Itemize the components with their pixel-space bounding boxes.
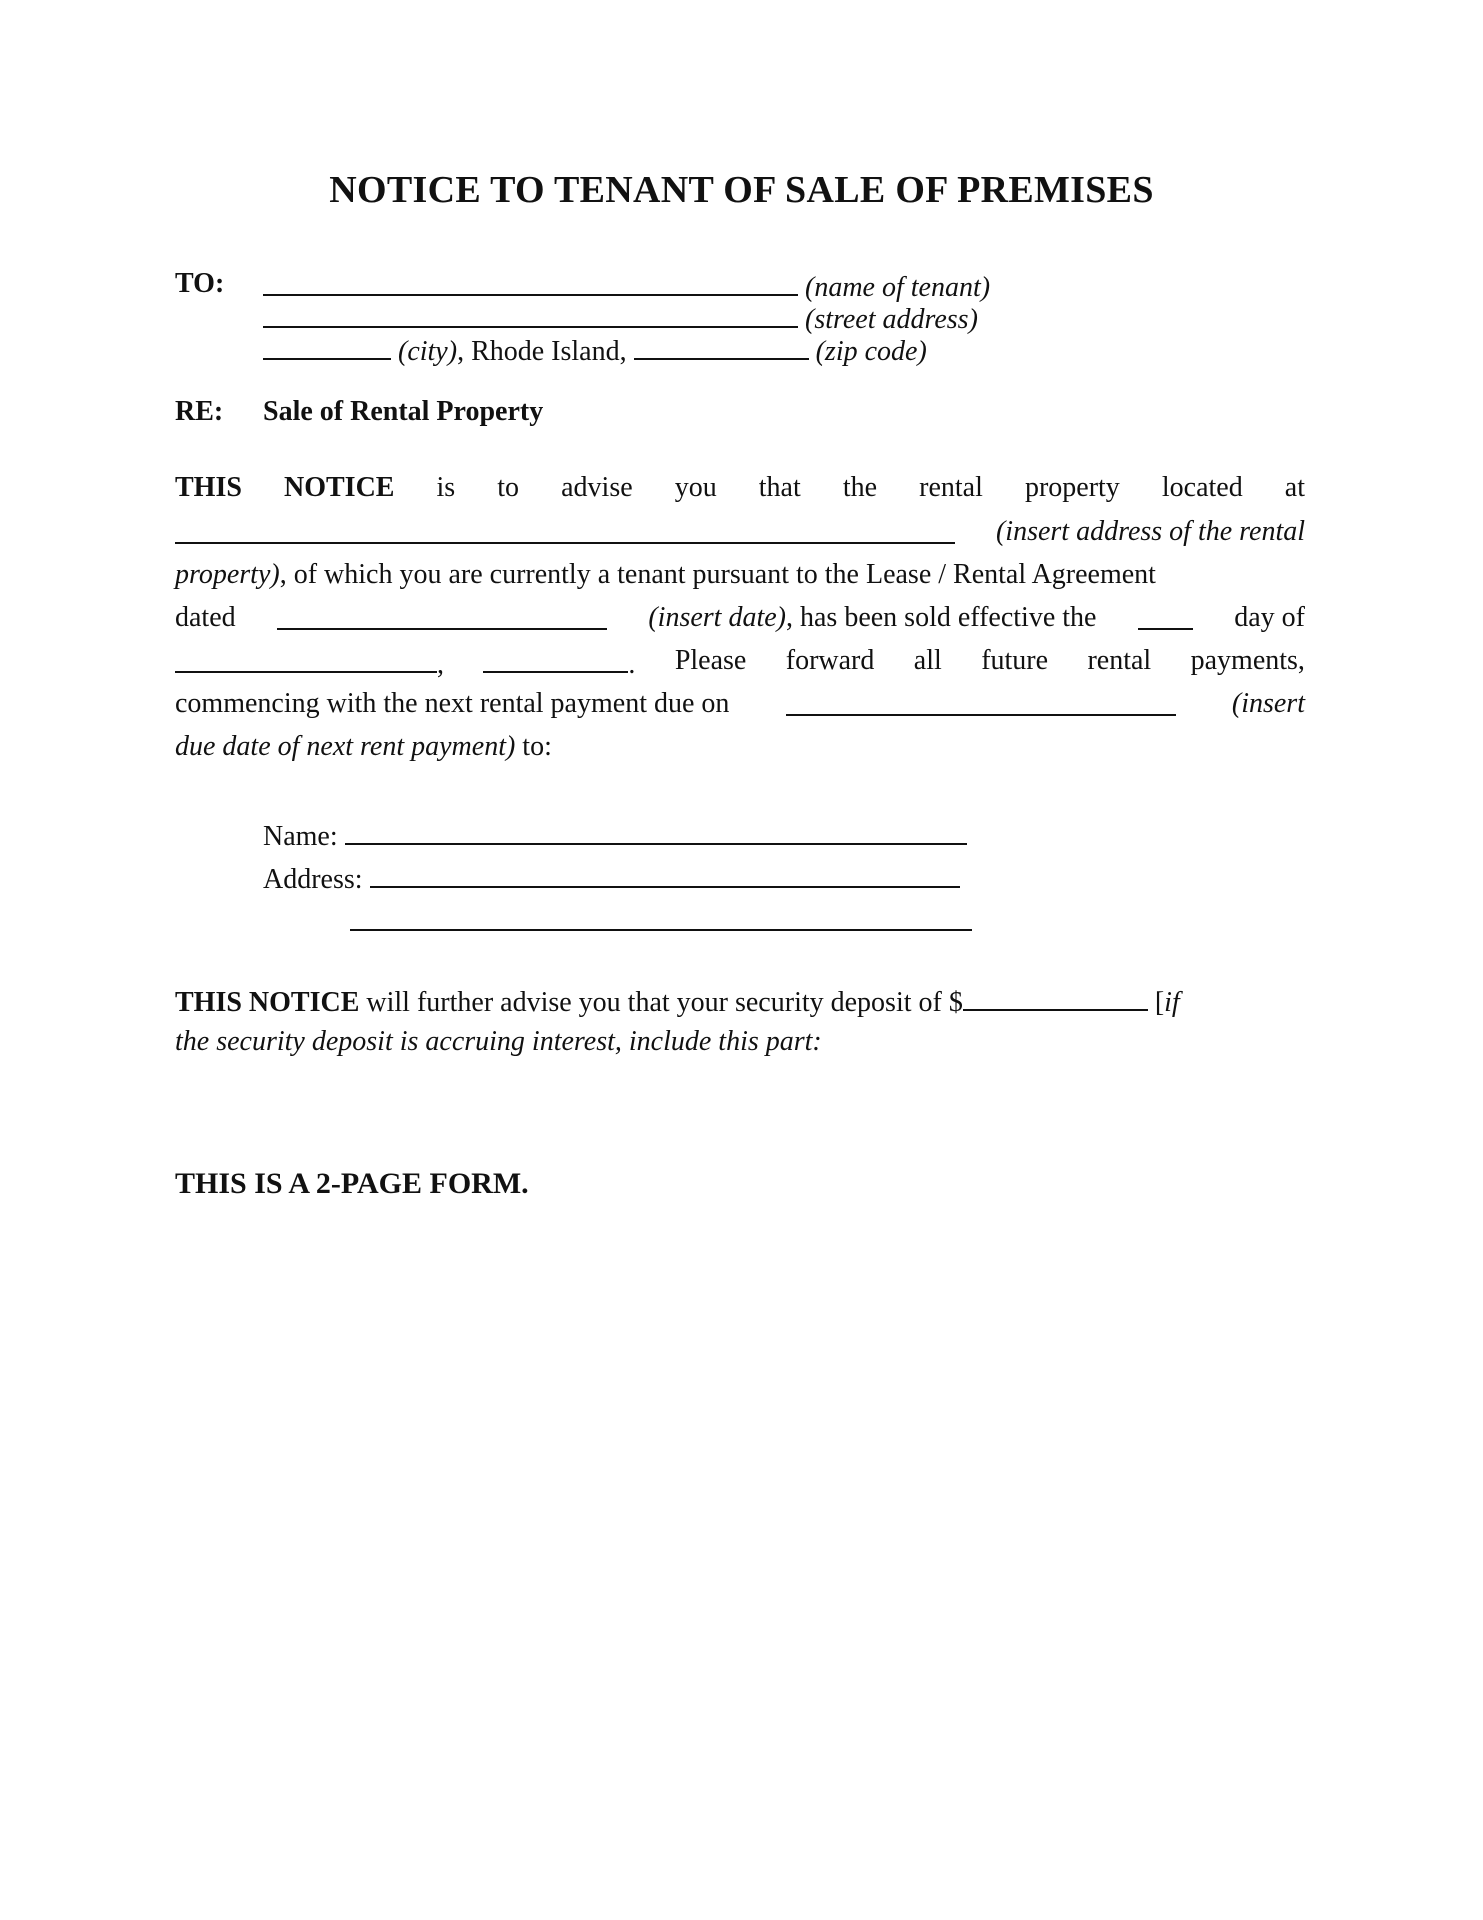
comma: ,: [437, 649, 444, 680]
para1-line7: [175, 731, 552, 763]
period: .: [628, 649, 636, 680]
word: located: [1161, 472, 1243, 503]
to-name-row: [263, 268, 990, 304]
day-of-text: day of: [1234, 602, 1305, 633]
insert-hint: (insert: [1231, 688, 1305, 719]
payee-address-row: [263, 860, 960, 896]
day-blank[interactable]: [1138, 602, 1193, 630]
para1-line6: [175, 688, 1305, 720]
word: THIS: [175, 472, 242, 503]
tenant-name-blank[interactable]: [263, 268, 798, 296]
word: all: [913, 645, 942, 676]
para2-line2: [175, 1026, 822, 1058]
month-blank[interactable]: [175, 645, 437, 673]
para1-line3-text: , of which you are currently a tenant pursuant to the Lease / Rental Agreement: [279, 559, 1156, 590]
word: NOTICE: [284, 472, 395, 503]
para1-line1: [175, 472, 1305, 504]
para1-line3: [175, 559, 1305, 591]
word: rental: [919, 472, 983, 503]
city-blank[interactable]: [263, 332, 391, 360]
security-deposit-blank[interactable]: [963, 983, 1148, 1011]
zip-hint: (zip code): [815, 336, 927, 367]
word: Please: [674, 645, 747, 676]
street-address-blank[interactable]: [263, 300, 798, 328]
payee-name-label: Name:: [263, 821, 338, 852]
this-notice-bold: THIS NOTICE: [175, 987, 360, 1018]
payee-name-blank[interactable]: [345, 817, 967, 845]
name-hint: (name of tenant): [805, 272, 991, 303]
payee-address-blank-2[interactable]: [350, 929, 972, 931]
payee-name-row: [263, 817, 967, 853]
word: the: [842, 472, 878, 503]
para1-line2: [175, 516, 1305, 548]
word: payments,: [1190, 645, 1305, 676]
sold-text: , has been sold effective the: [786, 602, 1097, 633]
if-word: if: [1164, 987, 1180, 1018]
due-date-hint: due date of next rent payment): [175, 731, 516, 762]
date-hint: (insert date): [648, 602, 786, 633]
word: is: [436, 472, 456, 503]
bracket: [: [1154, 987, 1165, 1018]
interest-hint: the security deposit is accruing interest, include this part:: [175, 1026, 822, 1057]
city-hint: (city): [398, 336, 458, 367]
para1-line5: [175, 645, 1305, 681]
payee-address-label: Address:: [263, 864, 363, 895]
word: that: [758, 472, 801, 503]
to-label: TO:: [175, 268, 225, 299]
zip-blank[interactable]: [634, 332, 809, 360]
word: forward: [785, 645, 875, 676]
to-city-row: [263, 332, 927, 368]
re-subject: Sale of Rental Property: [263, 396, 544, 427]
word: rental: [1087, 645, 1152, 676]
word: property: [1024, 472, 1120, 503]
next-payment-date-blank[interactable]: [786, 688, 1176, 716]
to-text: to:: [515, 731, 552, 762]
page-title: NOTICE TO TENANT OF SALE OF PREMISES: [329, 169, 1154, 211]
payee-address-blank[interactable]: [370, 860, 960, 888]
state-text: , Rhode Island,: [457, 336, 627, 367]
word: future: [981, 645, 1049, 676]
street-hint: (street address): [805, 304, 978, 335]
rental-address-hint: (insert address of the rental: [995, 516, 1305, 547]
to-street-row: [263, 300, 978, 336]
para2-line1: [175, 983, 1180, 1019]
word: at: [1284, 472, 1305, 503]
property-hint: property): [175, 559, 280, 590]
re-label: RE:: [175, 396, 224, 427]
word: to: [497, 472, 520, 503]
para2-text: will further advise you that your security deposit of $: [359, 987, 963, 1018]
two-page-note: THIS IS A 2-PAGE FORM.: [175, 1167, 529, 1200]
word: advise: [561, 472, 633, 503]
word: you: [674, 472, 717, 503]
dated-word: dated: [175, 602, 236, 633]
year-blank[interactable]: [483, 645, 628, 673]
commencing-text: commencing with the next rental payment due on: [175, 688, 730, 719]
lease-date-blank[interactable]: [277, 602, 607, 630]
para1-line4: [175, 602, 1305, 634]
rental-address-blank[interactable]: [175, 516, 955, 544]
